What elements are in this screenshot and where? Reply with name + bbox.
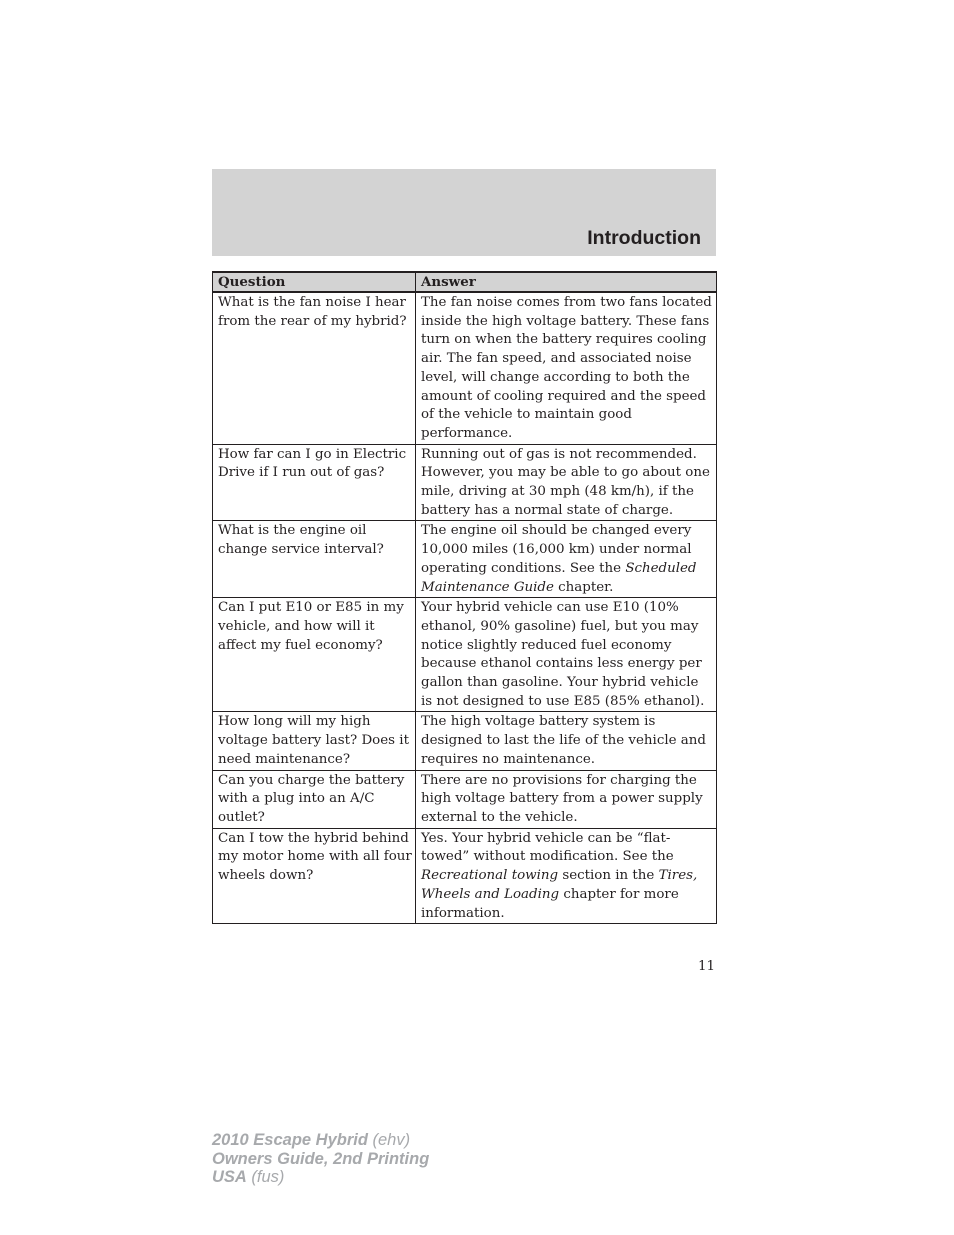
answer-text: chapter for more information. xyxy=(421,886,679,921)
answer-cell xyxy=(416,712,717,770)
table-header-row xyxy=(213,272,717,292)
page-number: 11 xyxy=(697,959,715,974)
footer-model-code: (ehv) xyxy=(367,1131,411,1149)
answer-text: chapter. xyxy=(553,579,614,595)
answer-text: Running out of gas is not recommended. However, you may be able to go about one mile, driving at 30 mph (48 km/h), if the battery has a normal state of charge. xyxy=(421,446,710,518)
footer-line-3 xyxy=(212,1168,429,1187)
answer-cell xyxy=(416,292,717,444)
answer-cell xyxy=(416,598,717,712)
table-row xyxy=(213,770,717,828)
answer-text: The high voltage battery system is designed to last the life of the vehicle and requires no maintenance. xyxy=(421,714,706,767)
table-row xyxy=(213,521,717,598)
answer-text: Yes. Your hybrid vehicle can be “flat-towed” without modification. See the xyxy=(421,830,674,865)
qa-table xyxy=(212,271,717,924)
answer-cell xyxy=(416,444,717,521)
question-cell: Can I tow the hybrid behind my motor home with all four wheels down? xyxy=(213,828,416,924)
question-cell: What is the engine oil change service interval? xyxy=(213,521,416,598)
answer-text: There are no provisions for charging the high voltage battery from a power supply external to the vehicle. xyxy=(421,772,703,825)
table-row xyxy=(213,828,717,924)
table-row xyxy=(213,712,717,770)
footer-market: USA xyxy=(212,1168,247,1186)
section-title: Introduction xyxy=(587,227,701,249)
answer-reference: Tires, Wheels and Loading xyxy=(421,868,698,902)
footer-market-code: (fus) xyxy=(246,1168,285,1186)
answer-cell xyxy=(416,770,717,828)
question-cell: Can I put E10 or E85 in my vehicle, and how will it affect my fuel economy? xyxy=(213,598,416,712)
header-band xyxy=(212,169,716,256)
table-row xyxy=(213,444,717,521)
column-header-question: Question xyxy=(213,272,416,292)
table-row xyxy=(213,598,717,712)
column-header-answer: Answer xyxy=(416,272,717,292)
answer-text: The fan noise comes from two fans located inside the high voltage battery. These fans turn on when the battery requires cooling air. The fan speed, and associated noise level, will change according to both the amount of cooling required and the speed of the vehicle to maintain good performance. xyxy=(421,295,712,441)
answer-cell xyxy=(416,521,717,598)
footer-line-1 xyxy=(212,1131,429,1150)
question-cell: What is the fan noise I hear from the rear of my hybrid? xyxy=(213,292,416,444)
answer-reference: Recreational towing xyxy=(421,868,559,884)
answer-text: section in the xyxy=(558,868,659,884)
question-cell: How long will my high voltage battery last? Does it need maintenance? xyxy=(213,712,416,770)
answer-reference: Scheduled Maintenance Guide xyxy=(421,560,697,595)
answer-cell xyxy=(416,828,717,924)
question-cell: Can you charge the battery with a plug into an A/C outlet? xyxy=(213,770,416,828)
answer-text: Your hybrid vehicle can use E10 (10% ethanol, 90% gasoline) fuel, but you may notice slightly reduced fuel economy because ethanol contains less energy per gallon than gasoline. Your hybrid vehicle is not designed to use E85 (85% ethanol). xyxy=(421,600,705,709)
footer xyxy=(212,1131,429,1187)
question-cell: How far can I go in Electric Drive if I run out of gas? xyxy=(213,444,416,521)
answer-text: The engine oil should be changed every 10,000 miles (16,000 km) under normal operating conditions. See the xyxy=(421,523,692,576)
footer-model: 2010 Escape Hybrid xyxy=(212,1131,368,1149)
footer-line-2: Owners Guide, 2nd Printing xyxy=(212,1149,430,1168)
table-row xyxy=(213,292,717,444)
